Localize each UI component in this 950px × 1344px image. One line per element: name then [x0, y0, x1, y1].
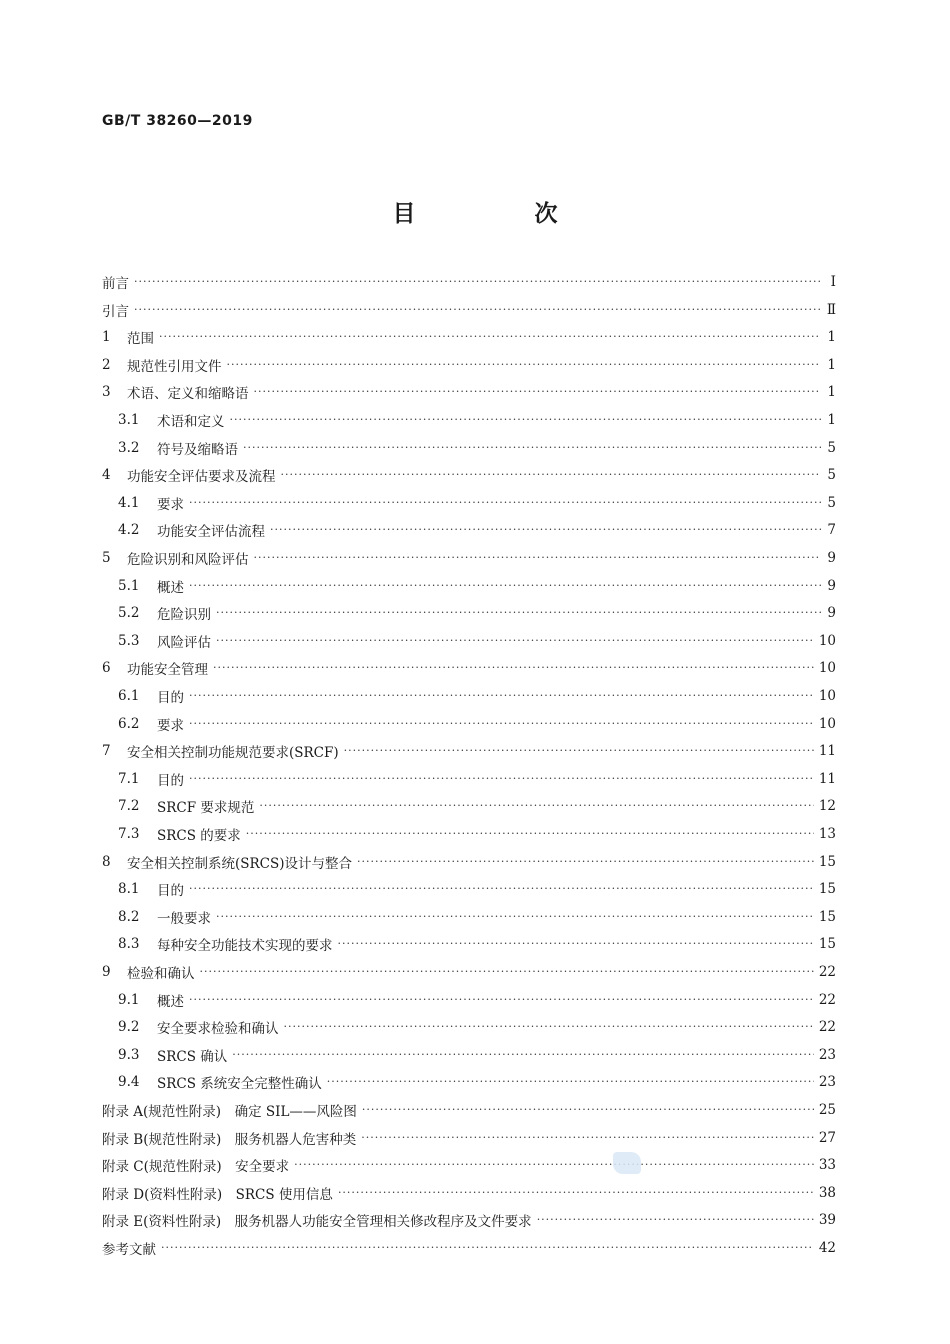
toc-entry[interactable] [118, 1014, 836, 1040]
toc-entry-page: 9 [827, 550, 836, 566]
toc-leader-dots [294, 1152, 814, 1178]
toc-entry[interactable] [118, 517, 836, 543]
toc-entry-page: 9 [827, 605, 836, 622]
toc-entry-number: 2 [102, 356, 111, 373]
toc-entry-number: 8.2 [118, 908, 140, 925]
toc-entry-page: 1 [827, 356, 836, 373]
toc-entry-label: 前言 [102, 276, 129, 292]
toc-entry-page: 7 [827, 522, 836, 539]
toc-entry-page: 11 [818, 743, 836, 760]
toc-entry-page: 12 [818, 798, 836, 815]
toc-leader-dots [361, 1125, 814, 1151]
toc-entry-label: 范围 [127, 331, 154, 348]
toc-entry-label: 附录 C(规范性附录) 安全要求 [102, 1159, 290, 1176]
toc-leader-dots [189, 683, 814, 709]
toc-entry-label: 危险识别 [157, 607, 211, 624]
toc-entry-number: 1 [102, 329, 111, 346]
toc-entry-label: 功能安全评估要求及流程 [127, 469, 276, 486]
toc-leader-dots [134, 269, 821, 295]
toc-entry-label: 风险评估 [157, 634, 211, 651]
toc-entry[interactable] [102, 738, 836, 764]
toc-leader-dots [189, 766, 814, 792]
toc-entry-label: 目的 [157, 690, 184, 706]
toc-leader-dots [216, 904, 814, 930]
toc-leader-dots [227, 352, 822, 378]
toc-entry-page: 11 [818, 770, 836, 787]
toc-entry-page: 13 [818, 826, 836, 842]
toc-entry[interactable] [118, 766, 836, 792]
toc-leader-dots [254, 545, 822, 571]
toc-entry[interactable] [102, 1097, 836, 1123]
toc-entry-label: 安全相关控制功能规范要求(SRCF) [127, 745, 339, 762]
toc-entry-number: 9 [102, 964, 111, 980]
toc-entry-number: 6.1 [118, 688, 140, 704]
toc-entry[interactable] [118, 931, 836, 957]
toc-entry-label: 一般要求 [157, 910, 211, 927]
toc-entry-page: 1 [827, 329, 836, 346]
toc-leader-dots [338, 931, 814, 957]
toc-leader-dots [537, 1207, 814, 1233]
toc-leader-dots [213, 655, 814, 681]
toc-leader-dots [189, 876, 814, 902]
toc-leader-dots [189, 490, 821, 516]
toc-leader-dots [259, 793, 813, 819]
toc-leader-dots [338, 1180, 814, 1206]
toc-leader-dots [134, 297, 821, 323]
toc-entry-page: 25 [818, 1102, 836, 1118]
toc-entry-number: 7.3 [118, 826, 140, 842]
toc-leader-dots [281, 462, 822, 488]
toc-entry-page: 10 [818, 632, 836, 649]
toc-entry-page: 15 [818, 936, 836, 953]
toc-leader-dots [270, 517, 821, 543]
toc-entry-label: 安全要求检验和确认 [157, 1021, 279, 1038]
toc-entry-page: 42 [818, 1240, 836, 1256]
toc-entry[interactable] [118, 573, 836, 599]
toc-entry-number: 8 [102, 853, 111, 870]
toc-entry-number: 9.2 [118, 1019, 140, 1036]
toc-entry[interactable] [102, 269, 836, 295]
toc-entry-label: 要求 [157, 717, 184, 734]
toc-entry-label: 符号及缩略语 [157, 441, 238, 458]
standard-code: GB/T 38260—2019 [102, 113, 253, 129]
toc-leader-dots [327, 1069, 814, 1095]
toc-entry-number: 5 [102, 550, 111, 566]
toc-entry[interactable] [118, 876, 836, 902]
toc-entry[interactable] [118, 904, 836, 930]
toc-entry-page: 23 [818, 1046, 836, 1063]
toc-entry-label: SRCS 系统安全完整性确认 [157, 1076, 322, 1093]
toc-leader-dots [243, 435, 821, 461]
toc-leader-dots [189, 711, 814, 737]
toc-entry[interactable] [118, 628, 836, 654]
toc-entry-page: 15 [818, 881, 836, 898]
toc-entry-page: 23 [818, 1074, 836, 1091]
toc-leader-dots [216, 600, 821, 626]
toc-entry[interactable] [102, 324, 836, 350]
toc-entry-label: 概述 [157, 579, 184, 596]
toc-entry-number: 8.3 [118, 936, 140, 953]
toc-entry-label: 引言 [102, 303, 129, 320]
toc-entry-number: 6 [102, 660, 111, 677]
toc-entry-page: 10 [818, 715, 836, 732]
toc-leader-dots [189, 987, 814, 1013]
toc-entry[interactable] [102, 462, 836, 488]
toc-leader-dots [200, 959, 814, 985]
toc-leader-dots [344, 738, 814, 764]
toc-entry-label: 术语、定义和缩略语 [127, 386, 249, 403]
toc-entry-number: 7 [102, 743, 111, 760]
toc-entry-number: 9.3 [118, 1046, 140, 1063]
toc-entry-number: 4.1 [118, 494, 140, 511]
toc-entry[interactable] [118, 407, 836, 433]
toc-entry-label: 目的 [157, 772, 184, 789]
toc-leader-dots [232, 1042, 814, 1068]
toc-entry[interactable] [102, 849, 836, 875]
toc-entry[interactable] [102, 655, 836, 681]
toc-leader-dots [159, 324, 821, 350]
toc-entry[interactable] [102, 379, 836, 405]
toc-entry-number: 4.2 [118, 522, 140, 539]
toc-entry-page: 5 [827, 494, 836, 511]
toc-entry[interactable] [118, 683, 836, 709]
toc-entry[interactable] [102, 959, 836, 985]
toc-leader-dots [161, 1235, 814, 1261]
toc-leader-dots [357, 849, 814, 875]
toc-entry-number: 7.2 [118, 798, 140, 815]
toc-entry-page: Ⅱ [826, 301, 836, 318]
toc-entry-page: 39 [818, 1212, 836, 1229]
toc-entry[interactable] [102, 352, 836, 378]
toc-entry-label: 附录 A(规范性附录) 确定 SIL——风险图 [102, 1104, 357, 1120]
toc-entry-label: 每种安全功能技术实现的要求 [157, 938, 333, 955]
toc-entry-number: 5.1 [118, 577, 140, 594]
toc-entry-number: 6.2 [118, 715, 140, 732]
toc-entry-number: 7.1 [118, 770, 140, 787]
toc-title: 目 次 [392, 201, 606, 227]
toc-leader-dots [246, 821, 814, 847]
toc-entry-label: 功能安全评估流程 [157, 524, 265, 541]
toc-leader-dots [216, 628, 814, 654]
toc-entry-page: Ⅰ [830, 274, 836, 290]
toc-entry[interactable] [102, 1235, 836, 1261]
toc-leader-dots [230, 407, 822, 433]
toc-entry-page: 5 [827, 467, 836, 484]
toc-entry[interactable] [102, 1207, 836, 1233]
toc-entry-number: 3.1 [118, 412, 140, 428]
toc-leader-dots [189, 573, 821, 599]
toc-entry-number: 4 [102, 467, 111, 484]
toc-entry-page: 38 [818, 1184, 836, 1201]
toc-entry[interactable] [102, 1125, 836, 1151]
toc-entry[interactable] [118, 1069, 836, 1095]
toc-entry[interactable] [118, 435, 836, 461]
toc-entry-label: 参考文献 [102, 1242, 156, 1258]
toc-entry-number: 5.3 [118, 632, 140, 649]
toc-entry[interactable] [118, 711, 836, 737]
toc-entry-number: 3.2 [118, 439, 140, 456]
toc-entry-label: 危险识别和风险评估 [127, 552, 249, 568]
toc-entry-page: 10 [818, 660, 836, 677]
toc-entry-label: 安全相关控制系统(SRCS)设计与整合 [127, 855, 353, 872]
toc-entry[interactable] [102, 1180, 836, 1206]
toc-entry-page: 5 [827, 439, 836, 456]
toc-entry-label: 要求 [157, 496, 184, 513]
toc-entry[interactable] [118, 793, 836, 819]
toc-entry-label: 功能安全管理 [127, 662, 208, 679]
toc-entry-number: 9.1 [118, 991, 140, 1008]
toc-entry[interactable] [118, 600, 836, 626]
toc-entry-label: 检验和确认 [127, 966, 195, 982]
toc-leader-dots [284, 1014, 814, 1040]
toc-entry-label: SRCS 确认 [157, 1048, 228, 1065]
toc-entry-label: 目的 [157, 883, 184, 900]
toc-entry-label: 概述 [157, 993, 184, 1010]
toc-entry-label: 附录 D(资料性附录) SRCS 使用信息 [102, 1186, 333, 1203]
toc-entry-page: 22 [818, 991, 836, 1008]
toc-entry[interactable] [118, 821, 836, 847]
toc-entry-number: 3 [102, 384, 111, 401]
toc-entry-page: 10 [818, 688, 836, 704]
toc-leader-dots [362, 1097, 814, 1123]
toc-entry-page: 22 [818, 1019, 836, 1036]
toc-entry[interactable] [118, 490, 836, 516]
toc-entry[interactable] [102, 545, 836, 571]
toc-entry-label: SRCF 要求规范 [157, 800, 255, 817]
toc-entry-page: 15 [818, 853, 836, 870]
toc-entry[interactable] [102, 297, 836, 323]
toc-entry[interactable] [118, 987, 836, 1013]
toc-entry-label: 附录 B(规范性附录) 服务机器人危害种类 [102, 1131, 357, 1148]
toc-entry-page: 1 [827, 412, 836, 428]
toc-entry-label: 附录 E(资料性附录) 服务机器人功能安全管理相关修改程序及文件要求 [102, 1214, 532, 1231]
toc-entry-page: 9 [827, 577, 836, 594]
toc-entry-page: 1 [827, 384, 836, 401]
toc-entry-number: 8.1 [118, 881, 140, 898]
toc-entry-page: 33 [818, 1157, 836, 1174]
toc-entry-label: 术语和定义 [157, 414, 225, 430]
toc-entry[interactable] [118, 1042, 836, 1068]
toc-entry-page: 15 [818, 908, 836, 925]
watermark-logo-icon [613, 1152, 641, 1174]
toc-entry-number: 5.2 [118, 605, 140, 622]
toc-entry[interactable] [102, 1152, 836, 1178]
toc-entry-page: 27 [818, 1129, 836, 1146]
toc-entry-number: 9.4 [118, 1074, 140, 1091]
toc-entry-label: 规范性引用文件 [127, 358, 222, 375]
toc-entry-label: SRCS 的要求 [157, 828, 241, 844]
toc-entry-page: 22 [818, 964, 836, 980]
toc-leader-dots [254, 379, 822, 405]
